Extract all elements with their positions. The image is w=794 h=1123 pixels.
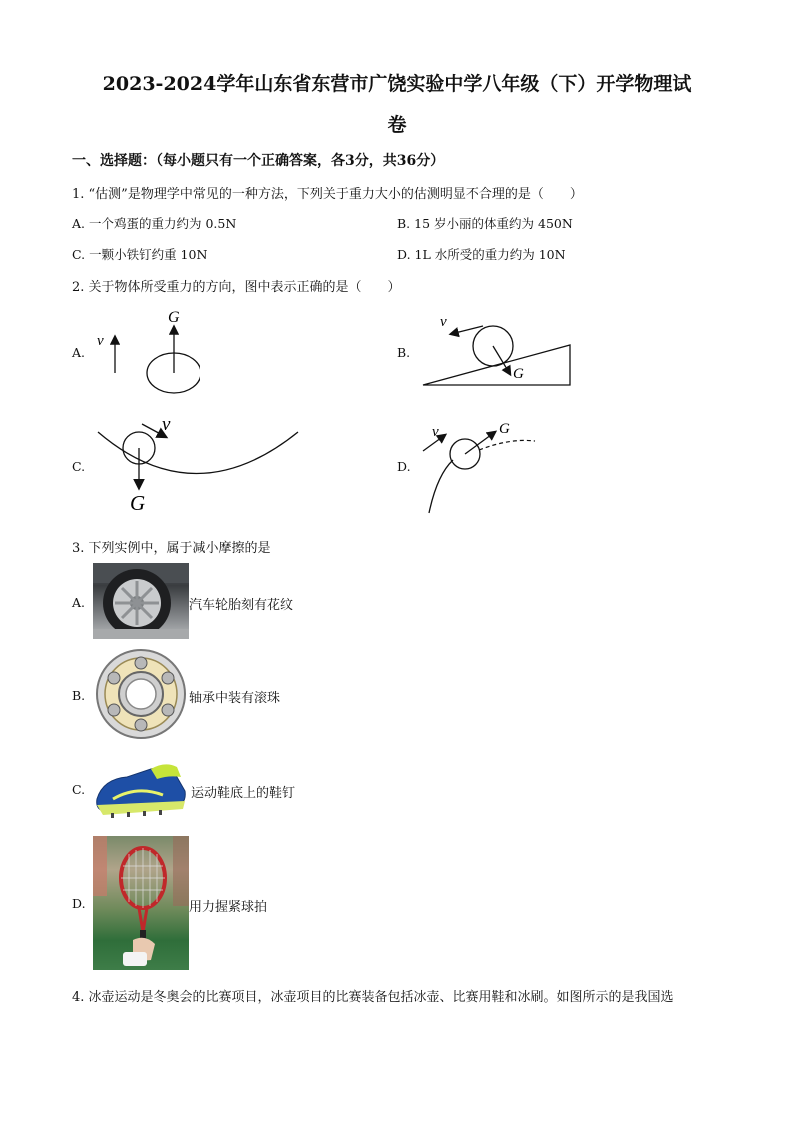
question-2-option-a-label: A. bbox=[72, 345, 86, 360]
velocity-symbol: v bbox=[162, 414, 171, 435]
tire-photo bbox=[93, 563, 189, 639]
diagram-b bbox=[415, 310, 580, 390]
velocity-symbol: v bbox=[440, 314, 447, 330]
shoe-icon bbox=[93, 755, 189, 821]
question-2-option-b-label: B. bbox=[397, 345, 411, 360]
question-3-option-b-text: 轴承中装有滚珠 bbox=[189, 691, 281, 706]
question-2-option-c-label: C. bbox=[72, 459, 86, 474]
question-1-option-a: A. 一个鸡蛋的重力约为 0.5N bbox=[72, 216, 237, 231]
document-title-line1: 2023-2024学年山东省东营市广饶实验中学八年级（下）开学物理试 bbox=[102, 73, 692, 95]
question-1-option-b: B. 15 岁小丽的体重约为 450N bbox=[397, 216, 573, 231]
question-3-option-c-text: 运动鞋底上的鞋钉 bbox=[191, 786, 296, 801]
question-4-stem: 4. 冰壶运动是冬奥会的比赛项目，冰壶项目的比赛装备包括冰壶、比赛用鞋和冰刷。如图所示的是我国选 bbox=[72, 990, 674, 1005]
bearing-icon bbox=[93, 646, 189, 742]
gravity-symbol: G bbox=[130, 491, 146, 515]
trajectory-solid bbox=[429, 460, 453, 513]
bearing-photo bbox=[93, 646, 189, 742]
question-3-stem: 3. 下列实例中，属于减小摩擦的是 bbox=[72, 541, 271, 556]
racket-icon bbox=[93, 836, 189, 970]
diagram-d bbox=[415, 415, 545, 520]
curved-track bbox=[98, 432, 298, 474]
question-3-option-b-label: B. bbox=[72, 688, 86, 703]
gravity-symbol: G bbox=[168, 309, 180, 326]
tire-icon bbox=[93, 563, 189, 639]
diagram-a bbox=[90, 305, 200, 400]
question-3-option-c-label: C. bbox=[72, 782, 86, 797]
running-shoe-photo bbox=[93, 755, 189, 821]
tennis-racket-photo bbox=[93, 836, 189, 970]
gravity-symbol: G bbox=[499, 421, 510, 437]
velocity-symbol: v bbox=[432, 424, 439, 440]
question-1-option-d: D. 1L 水所受的重力约为 10N bbox=[397, 247, 566, 262]
question-2-option-d-label: D. bbox=[397, 459, 411, 474]
section-heading: 一、选择题：（每小题只有一个正确答案，各3分，共36分） bbox=[72, 153, 445, 169]
trajectory-dashed bbox=[479, 440, 535, 450]
question-1-option-c: C. 一颗小铁钉约重 10N bbox=[72, 247, 208, 262]
diagram-c bbox=[90, 410, 305, 520]
question-3-option-a-text: 汽车轮胎刻有花纹 bbox=[189, 598, 294, 613]
question-2-stem: 2. 关于物体所受重力的方向，图中表示正确的是（ ） bbox=[72, 280, 401, 295]
question-1-stem: 1. “估测”是物理学中常见的一种方法，下列关于重力大小的估测明显不合理的是（ ） bbox=[72, 187, 583, 202]
velocity-symbol: v bbox=[97, 333, 104, 349]
gravity-symbol: G bbox=[513, 366, 524, 382]
document-title-line2: 卷 bbox=[387, 114, 407, 136]
question-3-option-a-label: A. bbox=[72, 595, 86, 610]
question-3-option-d-text: 用力握紧球拍 bbox=[189, 900, 268, 915]
question-3-option-d-label: D. bbox=[72, 896, 86, 911]
